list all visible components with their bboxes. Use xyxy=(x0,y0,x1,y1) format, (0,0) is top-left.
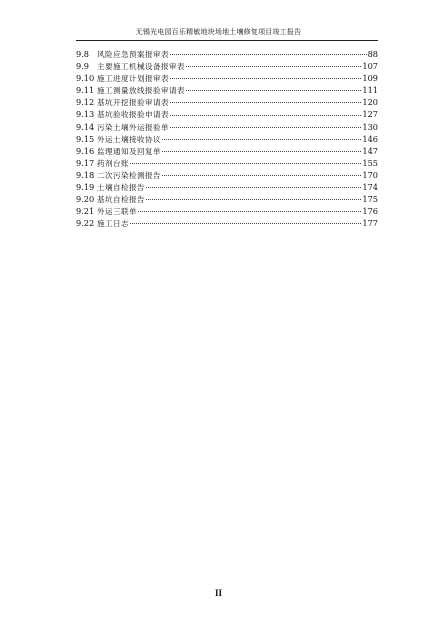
toc-entry-page: 176 xyxy=(362,206,378,217)
toc-entry[interactable] xyxy=(76,121,378,133)
toc-entry[interactable] xyxy=(76,157,378,169)
toc-entry-number: 9.8 xyxy=(76,49,90,59)
toc-entry-number: 9.14 xyxy=(76,121,95,132)
toc-entry-page: 170 xyxy=(362,169,378,180)
toc-entry-title: 监理通知及回复单 xyxy=(97,146,161,156)
toc-dot-leader xyxy=(130,163,361,164)
toc-entry-page: 177 xyxy=(362,218,378,229)
toc-entry-title: 施工测量放线报验审请表 xyxy=(97,86,185,96)
toc-dot-leader xyxy=(170,78,361,79)
toc-entry-title: 基坑开挖报验审请表 xyxy=(97,98,169,108)
toc-entry[interactable] xyxy=(76,108,378,120)
toc-entry[interactable] xyxy=(76,205,378,217)
toc-entry-page: 130 xyxy=(362,121,378,132)
toc-entry[interactable] xyxy=(76,217,378,229)
toc-entry-page: 147 xyxy=(362,145,378,156)
toc-entry-page: 120 xyxy=(362,97,378,108)
toc-entry-page: 175 xyxy=(362,194,378,205)
toc-dot-leader xyxy=(162,139,361,140)
toc-entry-title: 主要施工机械设备报审表 xyxy=(97,62,185,72)
toc-entry-page: 146 xyxy=(362,133,378,144)
toc-dot-leader xyxy=(146,199,361,200)
toc-entry-title: 基坑验收报验申请表 xyxy=(97,110,169,120)
toc-entry-number: 9.10 xyxy=(76,73,95,84)
toc-entry-title: 施工进度计划报审表 xyxy=(97,74,169,84)
toc-entry[interactable] xyxy=(76,96,378,108)
toc-entry[interactable] xyxy=(76,169,378,181)
toc-entry-number: 9.13 xyxy=(76,109,95,120)
toc-entry-number: 9.11 xyxy=(76,85,95,96)
toc-entry[interactable] xyxy=(76,72,378,84)
toc-entry-number: 9.21 xyxy=(76,206,95,217)
header-divider xyxy=(76,40,378,41)
toc-entry-page: 174 xyxy=(362,182,378,193)
toc-entry-number: 9.20 xyxy=(76,194,95,205)
toc-entry-page: 109 xyxy=(362,73,378,84)
toc-entry[interactable] xyxy=(76,145,378,157)
toc-entry-number: 9.9 xyxy=(76,61,90,72)
toc-entry-title: 药剂台账 xyxy=(97,158,129,168)
toc-entry-page: 111 xyxy=(362,85,378,96)
toc-entry[interactable] xyxy=(76,48,378,60)
toc-entry-number: 9.17 xyxy=(76,157,95,168)
table-of-contents xyxy=(76,48,378,229)
toc-dot-leader xyxy=(146,187,361,188)
toc-entry-title: 风险应急预案报审表 xyxy=(97,50,169,59)
toc-dot-leader xyxy=(186,90,361,91)
page-number: II xyxy=(214,588,222,598)
toc-entry-number: 9.12 xyxy=(76,97,95,108)
toc-entry[interactable] xyxy=(76,193,378,205)
toc-entry-number: 9.19 xyxy=(76,182,95,193)
toc-entry-number: 9.18 xyxy=(76,169,95,180)
toc-entry-title: 外运土壤接收协议 xyxy=(97,134,161,144)
toc-dot-leader xyxy=(162,151,361,152)
toc-entry[interactable] xyxy=(76,133,378,145)
toc-entry-number: 9.15 xyxy=(76,133,95,144)
toc-entry[interactable] xyxy=(76,84,378,96)
toc-dot-leader xyxy=(130,223,361,224)
toc-entry-title: 施工日志 xyxy=(97,219,129,229)
toc-entry-title: 外运三联单 xyxy=(97,207,137,217)
toc-dot-leader xyxy=(170,127,361,128)
toc-entry-title: 基坑自检报告 xyxy=(97,195,145,205)
page-header-title: 无锡光电园百乐精敏地块场地土壤修复项目竣工报告 xyxy=(135,28,302,36)
toc-entry-title: 二次污染检测报告 xyxy=(97,170,161,180)
toc-dot-leader xyxy=(186,66,361,67)
toc-entry-page: 88 xyxy=(367,49,378,59)
toc-dot-leader xyxy=(138,211,361,212)
toc-entry-title: 污染土壤外运报验单 xyxy=(97,122,169,132)
toc-dot-leader xyxy=(170,102,361,103)
toc-dot-leader xyxy=(170,115,361,116)
toc-dot-leader xyxy=(162,175,361,176)
toc-entry-number: 9.16 xyxy=(76,145,95,156)
toc-entry[interactable] xyxy=(76,60,378,72)
toc-entry-number: 9.22 xyxy=(76,218,95,229)
toc-entry-page: 155 xyxy=(362,157,378,168)
toc-entry[interactable] xyxy=(76,181,378,193)
toc-entry-page: 107 xyxy=(362,61,378,72)
toc-dot-leader xyxy=(170,54,367,55)
toc-entry-title: 土壤自检报告 xyxy=(97,183,145,193)
toc-entry-page: 127 xyxy=(362,109,378,120)
